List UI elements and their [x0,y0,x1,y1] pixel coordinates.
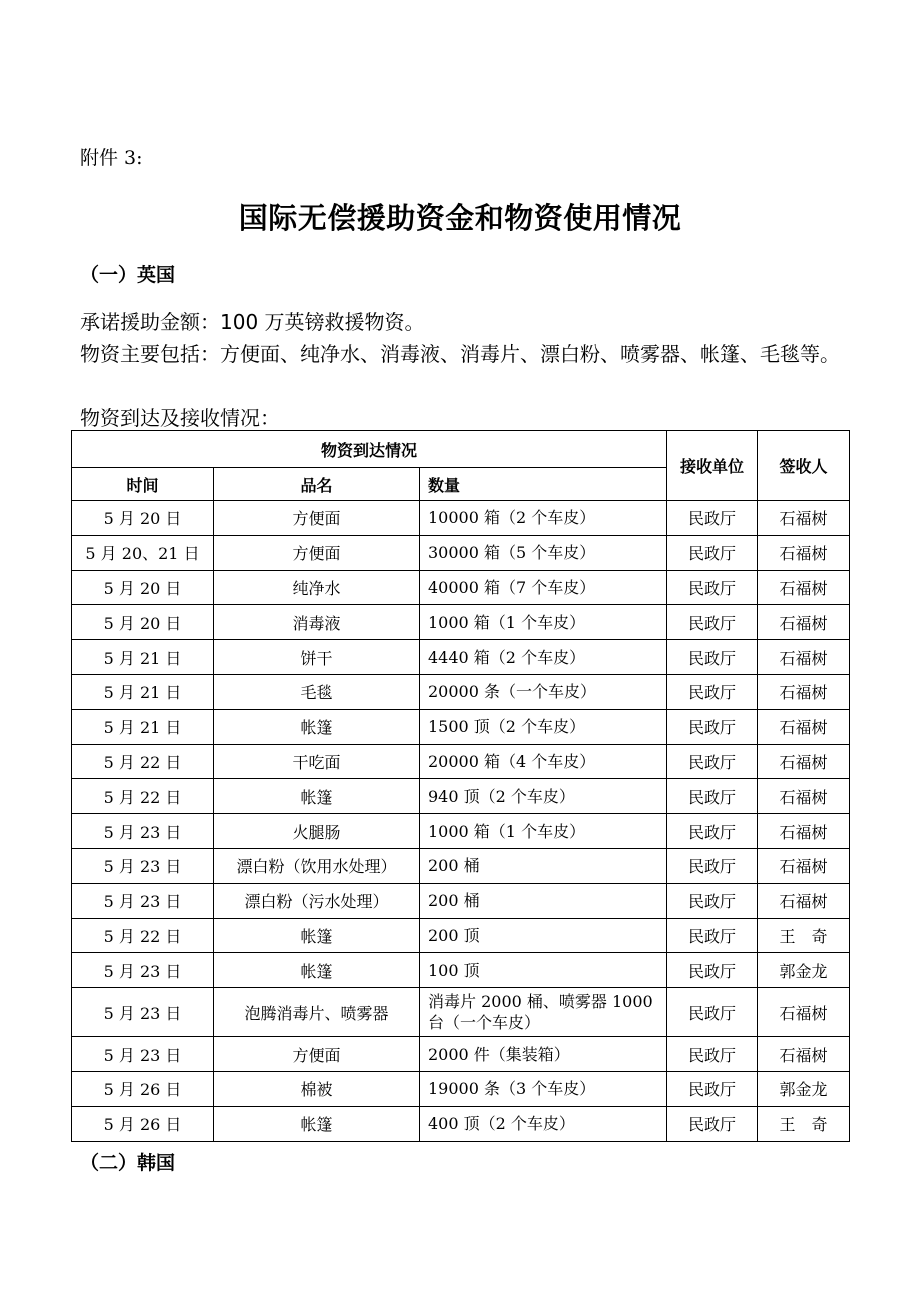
cell-receiving-unit: 民政厅 [667,640,758,675]
cell-signer: 石福树 [758,640,850,675]
cell-time: 5 月 20 日 [72,570,214,605]
cell-receiving-unit: 民政厅 [667,1037,758,1072]
table-row [72,953,850,988]
cell-receiving-unit: 民政厅 [667,1071,758,1106]
cell-receiving-unit: 民政厅 [667,709,758,744]
cell-time: 5 月 20、21 日 [72,535,214,570]
cell-item: 泡腾消毒片、喷雾器 [214,988,420,1037]
pledge-line: 承诺援助金额：100 万英镑救援物资。 [80,310,425,334]
cell-item: 纯净水 [214,570,420,605]
cell-item: 干吃面 [214,744,420,779]
cell-quantity: 20000 条（一个车皮） [420,674,667,709]
header-time: 时间 [72,468,214,501]
cell-signer: 石福树 [758,988,850,1037]
cell-quantity: 4440 箱（2 个车皮） [420,640,667,675]
cell-receiving-unit: 民政厅 [667,744,758,779]
cell-time: 5 月 22 日 [72,779,214,814]
table-row [72,744,850,779]
cell-quantity: 30000 箱（5 个车皮） [420,535,667,570]
cell-time: 5 月 20 日 [72,501,214,536]
cell-time: 5 月 23 日 [72,988,214,1037]
cell-time: 5 月 23 日 [72,883,214,918]
cell-quantity: 400 顶（2 个车皮） [420,1106,667,1141]
cell-time: 5 月 26 日 [72,1106,214,1141]
cell-item: 饼干 [214,640,420,675]
table-row [72,640,850,675]
cell-quantity: 1000 箱（1 个车皮） [420,605,667,640]
cell-time: 5 月 21 日 [72,640,214,675]
cell-receiving-unit: 民政厅 [667,848,758,883]
cell-receiving-unit: 民政厅 [667,501,758,536]
cell-quantity: 940 顶（2 个车皮） [420,779,667,814]
cell-item: 消毒液 [214,605,420,640]
cell-time: 5 月 20 日 [72,605,214,640]
cell-time: 5 月 23 日 [72,1037,214,1072]
attachment-label: 附件 3: [80,147,143,169]
cell-time: 5 月 26 日 [72,1071,214,1106]
table-body [72,501,850,1142]
cell-receiving-unit: 民政厅 [667,883,758,918]
cell-quantity: 40000 箱（7 个车皮） [420,570,667,605]
cell-item: 火腿肠 [214,814,420,849]
table-row [72,709,850,744]
cell-time: 5 月 21 日 [72,674,214,709]
cell-signer: 郭金龙 [758,953,850,988]
cell-signer: 石福树 [758,814,850,849]
cell-item: 帐篷 [214,918,420,953]
table-row [72,570,850,605]
cell-receiving-unit: 民政厅 [667,570,758,605]
table-row [72,535,850,570]
cell-item: 漂白粉（污水处理） [214,883,420,918]
cell-receiving-unit: 民政厅 [667,918,758,953]
table-row [72,674,850,709]
cell-signer: 石福树 [758,848,850,883]
cell-quantity: 2000 件（集装箱） [420,1037,667,1072]
cell-quantity: 200 顶 [420,918,667,953]
table-row [72,918,850,953]
cell-signer: 石福树 [758,501,850,536]
cell-signer: 石福树 [758,605,850,640]
cell-item: 棉被 [214,1071,420,1106]
cell-signer: 石福树 [758,570,850,605]
section-heading-korea: （二）韩国 [80,1152,176,1174]
table-row [72,605,850,640]
cell-signer: 石福树 [758,709,850,744]
cell-signer: 石福树 [758,779,850,814]
cell-signer: 郭金龙 [758,1071,850,1106]
cell-item: 帐篷 [214,709,420,744]
table-row [72,848,850,883]
cell-quantity: 1000 箱（1 个车皮） [420,814,667,849]
cell-receiving-unit: 民政厅 [667,779,758,814]
table-row [72,1071,850,1106]
cell-quantity: 1500 顶（2 个车皮） [420,709,667,744]
cell-signer: 王 奇 [758,918,850,953]
cell-quantity: 19000 条（3 个车皮） [420,1071,667,1106]
table-row [72,814,850,849]
cell-item: 帐篷 [214,779,420,814]
cell-quantity: 100 顶 [420,953,667,988]
cell-item: 方便面 [214,501,420,536]
cell-signer: 石福树 [758,883,850,918]
cell-item: 方便面 [214,1037,420,1072]
cell-receiving-unit: 民政厅 [667,605,758,640]
cell-quantity: 20000 箱（4 个车皮） [420,744,667,779]
page-title: 国际无偿援助资金和物资使用情况 [238,201,682,235]
cell-time: 5 月 23 日 [72,848,214,883]
materials-table [71,430,850,1142]
cell-item: 漂白粉（饮用水处理） [214,848,420,883]
section-heading-uk: （一）英国 [80,264,176,286]
cell-time: 5 月 22 日 [72,744,214,779]
table-row [72,883,850,918]
cell-time: 5 月 22 日 [72,918,214,953]
cell-signer: 石福树 [758,744,850,779]
cell-item: 帐篷 [214,953,420,988]
cell-receiving-unit: 民政厅 [667,1106,758,1141]
table-row [72,1106,850,1141]
cell-quantity: 200 桶 [420,848,667,883]
cell-quantity: 消毒片 2000 桶、喷雾器 1000 台（一个车皮） [420,988,667,1037]
cell-receiving-unit: 民政厅 [667,953,758,988]
cell-receiving-unit: 民政厅 [667,674,758,709]
cell-receiving-unit: 民政厅 [667,988,758,1037]
table-row [72,1037,850,1072]
header-signer: 签收人 [758,431,850,501]
cell-time: 5 月 23 日 [72,814,214,849]
cell-receiving-unit: 民政厅 [667,535,758,570]
cell-item: 帐篷 [214,1106,420,1141]
cell-quantity: 200 桶 [420,883,667,918]
cell-item: 方便面 [214,535,420,570]
table-row [72,988,850,1037]
cell-receiving-unit: 民政厅 [667,814,758,849]
cell-signer: 王 奇 [758,1106,850,1141]
cell-time: 5 月 23 日 [72,953,214,988]
cell-time: 5 月 21 日 [72,709,214,744]
materials-line: 物资主要包括：方便面、纯净水、消毒液、消毒片、漂白粉、喷雾器、帐篷、毛毯等。 [80,342,840,366]
table-row [72,501,850,536]
header-arrival-status: 物资到达情况 [72,431,667,468]
table-row [72,779,850,814]
cell-signer: 石福树 [758,674,850,709]
cell-quantity: 10000 箱（2 个车皮） [420,501,667,536]
cell-signer: 石福树 [758,535,850,570]
cell-item: 毛毯 [214,674,420,709]
arrival-line: 物资到达及接收情况： [80,406,280,430]
cell-signer: 石福树 [758,1037,850,1072]
header-quantity: 数量 [420,468,667,501]
header-item: 品名 [214,468,420,501]
header-receiving-unit: 接收单位 [667,431,758,501]
